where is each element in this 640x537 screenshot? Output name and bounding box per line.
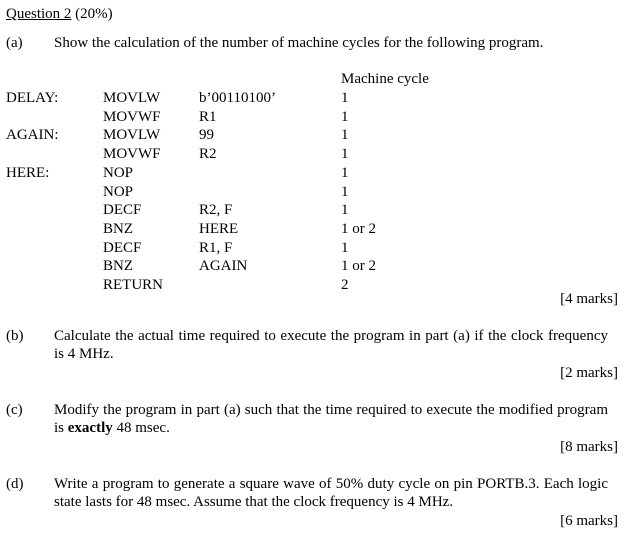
code-cycles: 1 — [341, 127, 349, 144]
part-c-text-before: Modify the program in part (a) such that the time required to execute the modified program is — [54, 402, 608, 436]
code-cycles: 1 — [341, 108, 349, 125]
code-operand: R1, F — [199, 239, 233, 256]
code-label: HERE: — [6, 164, 50, 181]
part-b-marks: [2 marks] — [560, 365, 618, 381]
code-cycles: 1 — [341, 164, 349, 181]
code-operand: AGAIN — [199, 258, 248, 275]
code-cycles: 1 or 2 — [341, 220, 376, 237]
part-c-marks: [8 marks] — [560, 439, 618, 455]
code-opcode: RETURN — [103, 277, 163, 293]
code-opcode: MOVLW — [103, 90, 161, 106]
code-opcode: NOP — [103, 164, 134, 181]
question-weight: (20%) — [71, 6, 113, 22]
code-operand: R2 — [199, 146, 217, 163]
machine-cycle-header: Machine cycle — [341, 71, 429, 87]
code-operand: R2, F — [199, 202, 233, 219]
code-cycles: 2 — [341, 277, 349, 293]
part-c-text-after: 48 msec. — [112, 420, 170, 436]
code-cycles: 1 — [341, 239, 349, 256]
code-cycles: 1 — [341, 183, 349, 200]
code-cycles: 1 — [341, 146, 349, 163]
code-opcode: BNZ — [103, 220, 133, 237]
code-cycles: 1 or 2 — [341, 258, 376, 275]
question-heading — [6, 5, 113, 23]
code-opcode: NOP — [103, 183, 134, 200]
part-d-text: Write a program to generate a square wave of 50% duty cycle on pin PORTB.3. Each logic state lasts for 48 msec. Assume that the clock frequency is 4 MHz. — [54, 476, 608, 510]
code-cycles: 1 — [341, 202, 349, 219]
part-a-marks: [4 marks] — [560, 291, 618, 307]
part-a-label: (a) — [6, 35, 23, 51]
code-opcode: DECF — [103, 202, 142, 219]
part-c-label: (c) — [6, 402, 23, 418]
code-operand: 99 — [199, 127, 214, 144]
part-c-text — [54, 401, 608, 437]
code-label: DELAY: — [6, 90, 59, 106]
part-d-marks: [6 marks] — [560, 513, 618, 529]
code-operand: HERE — [199, 220, 239, 237]
code-opcode: DECF — [103, 239, 142, 256]
part-b-text: Calculate the actual time required to execute the program in part (a) if the clock frequency is 4 MHz. — [54, 328, 608, 362]
code-opcode: MOVWF — [103, 146, 161, 163]
part-d-label: (d) — [6, 476, 24, 492]
code-opcode: MOVWF — [103, 108, 161, 125]
code-cycles: 1 — [341, 90, 349, 106]
code-opcode: BNZ — [103, 258, 133, 275]
part-c-text-bold: exactly — [67, 420, 113, 436]
part-b-label: (b) — [6, 328, 24, 344]
code-operand: R1 — [199, 108, 217, 125]
question-title: Question 2 — [6, 6, 72, 22]
code-label: AGAIN: — [6, 127, 59, 144]
part-a-text: Show the calculation of the number of machine cycles for the following program. — [54, 35, 544, 51]
code-opcode: MOVLW — [103, 127, 161, 144]
code-operand: b’00110100’ — [199, 90, 276, 106]
